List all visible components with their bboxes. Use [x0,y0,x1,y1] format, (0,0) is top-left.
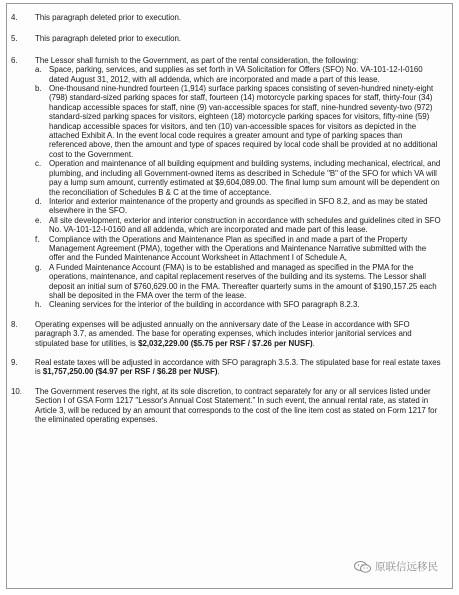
list-item-text: Operation and maintenance of all building equipment and building systems, including mechanical, electrical, and plumbing, and including all Government-owned items as described in Schedule "B" of the SFO for which VA will pay a lump sum amount, currently estimated at $9,604,089.00. The final lump sum amount will be dependent on the reconciliation of Schedules B & C at the time of acceptance. [49,159,441,197]
list-letter: e. [35,215,42,225]
list-item-text: One-thousand nine-hundred fourteen (1,914) surface parking spaces consisting of seven-hundred ninety-eight (798) standard-sized parking spaces for staff, fourteen (14) motorcycle parking spaces for staff, thirty-four (34) handicap accessible spaces for staff, nine (9) van-accessible spaces for staff, nine-hundred seventy-two (972) standard-sized parking spaces for visitors, eighteen (18) motorcycle parking spaces for visitors, fifty-nine (59) handicap accessible spaces for visitors, and ten (10) van-accessible spaces for visitors as depicted in the attached Exhibit A. In the event local code requires a greater amount and type of parking spaces than referenced above, then the amount and type of spaces required by local code shall be provided at no additional cost to the Government. [49,84,438,159]
paragraph-6 [11,56,442,310]
list-item-d [35,197,442,216]
real-estate-tax-base: $1,757,250.00 ($4.97 per RSF / $6.28 per NUSF) [42,367,218,377]
list-item-text: Cleaning services for the interior of the building in accordance with SFO paragraph 8.2.3. [49,300,360,310]
paragraph-number: 9. [11,358,18,367]
list-item-text: Compliance with the Operations and Maintenance Plan as specified in and made a part of the Property Management Agreement (PMA), together with the Operations and Maintenance Narrative submitted with the offer and the Funded Maintenance Account Worksheet in Attachment I of Schedule A, [49,234,427,263]
watermark-text: 原联信远移民 [375,561,438,573]
wechat-icon [354,561,371,573]
list-item-text: All site development, exterior and interior construction in accordance with schedules and guidelines cited in SFO No. VA-101-12-I-0160 and all addenda, which are incorporated and made part of this lease. [49,215,441,235]
paragraph-4 [11,13,442,22]
list-letter: f. [35,234,40,244]
list-item-f [35,235,442,263]
document-body [11,13,442,424]
list-letter: g. [35,262,42,272]
paragraph-10 [11,387,442,425]
paragraph-number: 5. [11,34,18,44]
document-page [6,3,453,589]
paragraph-9: 9. Real estate taxes will be adjusted in accordance with SFO paragraph 3.5.3. The stipulated base for real estate taxes is $1,757,250.00 ($4.97 per RSF / $6.28 per NUSF). [11,358,441,377]
paragraph-number: 8. [11,319,18,329]
paragraph-text: The Government reserves the right, at its sole discretion, to contract separately for any or all services listed under Section I of GSA Form 1217 "Lessor's Annual Cost Statement." In such event, the annual rental rate, as stated in Article 3, will be reduced by an amount that corresponds to the cost of the line item cost as stated on Form 1217 for the eliminated operating expenses. [35,386,438,425]
list-item-c [35,159,442,197]
list-letter: b. [35,84,42,94]
list-letter: c. [35,159,42,169]
list-letter: h. [35,300,42,310]
paragraph-text: Real estate taxes will be adjusted in accordance with SFO paragraph 3.5.3. The stipulated base for real estate taxes is [35,358,441,377]
operating-expense-base: $2,032,229.00 ($5.75 per RSF / $7.26 per NUSF) [138,338,313,348]
list-letter: a. [35,65,42,75]
list-letter: d. [35,196,42,206]
list-item-text: Space, parking, services, and supplies as set forth in VA Solicitation for Offers (SFO) No. VA-101-12-I-0160 dated August 31, 2012, with all addenda, which are incorporated and made a part of this lease. [49,65,423,84]
paragraph-text: This paragraph deleted prior to execution. [35,34,182,44]
list-item-b [35,84,442,159]
paragraph-intro: The Lessor shall furnish to the Government, as part of the rental consideration, the following: [35,55,359,65]
watermark [354,559,438,574]
list-item-h [35,300,442,309]
paragraph-number: 4. [11,13,18,22]
list-item-e [35,216,442,235]
paragraph-text: This paragraph deleted prior to execution. [35,13,182,22]
list-item-a [35,65,442,84]
list-item-text: Interior and exterior maintenance of the property and grounds as specified in SFO 8.2, and as may be stated elsewhere in the SFO. [49,196,428,216]
paragraph-number: 6. [11,55,18,65]
list-item-g [35,263,442,301]
list-item-text: A Funded Maintenance Account (FMA) is to be established and managed as specified in the PMA for the operations, maintenance, and capital replacement reserves of the building and its systems. The Lessor shall deposit an initial sum of $760,629.00 in the FMA. Thereafter quarterly sums in the amount of $190,157.25 each shall be deposited in the FMA over the term of the lease. [49,262,437,300]
paragraph-8: 8. Operating expenses will be adjusted annually on the anniversary date of the Lease in accordance with SFO paragraph 3.7, as amended. The base for operating expenses, which includes interior janitorial services and stipulated base for utilities, is $2,032,229.00 ($5.75 per RSF / $7.26 per NUSF). [11,319,412,348]
paragraph-number: 10. [11,386,22,396]
paragraph-text: Operating expenses will be adjusted annually on the anniversary date of the Lease in accordance with SFO paragraph 3.7, as amended. The base for operating expenses, which includes interior janitorial services and stipulated base for utilities, is [35,319,412,348]
paragraph-5 [11,34,442,43]
